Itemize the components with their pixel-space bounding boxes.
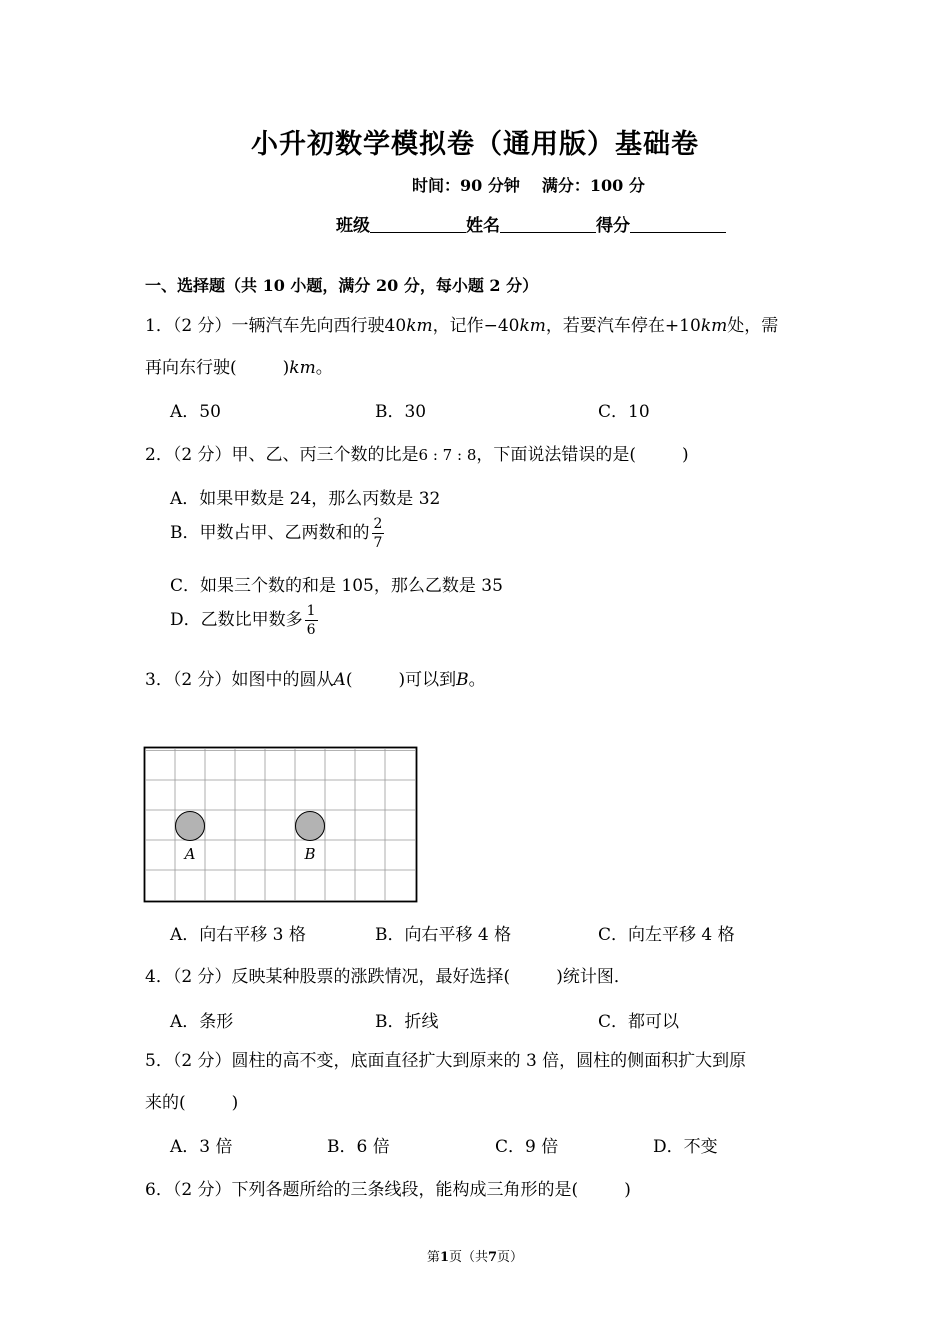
q1-text: 处，需 bbox=[727, 316, 779, 336]
q5-option-d[interactable]: D．不变 bbox=[653, 1137, 718, 1157]
q2-option-b[interactable] bbox=[170, 517, 384, 550]
grid-label-a: A bbox=[184, 845, 196, 863]
page-footer bbox=[0, 1246, 950, 1265]
q2-paren-close: ) bbox=[682, 445, 689, 465]
q1-option-b[interactable]: B．30 bbox=[375, 402, 427, 422]
q4-paren-close: ) bbox=[556, 967, 563, 987]
fraction-numerator: 1 bbox=[306, 603, 316, 619]
grade-label: 得分 bbox=[596, 216, 630, 236]
q3-paren-open: ( bbox=[345, 670, 353, 690]
q2-option-b-fraction bbox=[372, 517, 385, 550]
q5-paren-open: ( bbox=[179, 1093, 186, 1113]
q1-text: 再向东行驶 bbox=[145, 358, 230, 378]
q3-text: 可以到 bbox=[405, 670, 457, 690]
footer-text: 第 bbox=[426, 1250, 440, 1265]
q4-option-c[interactable]: C．都可以 bbox=[598, 1012, 680, 1032]
fraction-denominator: 7 bbox=[373, 535, 383, 551]
q1-line2 bbox=[145, 353, 333, 378]
section-heading: 一、选择题（共 10 小题，满分 20 分，每小题 2 分） bbox=[145, 276, 539, 295]
q3-option-b[interactable]: B．向右平移 4 格 bbox=[375, 925, 512, 945]
student-info bbox=[336, 211, 726, 236]
q3-option-c[interactable]: C．向左平移 4 格 bbox=[598, 925, 735, 945]
q3-grid-figure bbox=[143, 746, 419, 904]
q5-paren-close: ) bbox=[231, 1093, 239, 1113]
q5-line2 bbox=[145, 1088, 238, 1113]
fraction-numerator: 2 bbox=[373, 516, 383, 532]
q1-option-a[interactable]: A．50 bbox=[170, 402, 221, 422]
q3-stem bbox=[145, 665, 486, 690]
q1-unit: km bbox=[519, 316, 546, 336]
q1-text: 1．（2 分）一辆汽车先向西行驶 bbox=[145, 316, 385, 336]
q5-line1: 5．（2 分）圆柱的高不变，底面直径扩大到原来的 3 倍，圆柱的侧面积扩大到原 bbox=[145, 1051, 747, 1071]
q1-option-c[interactable]: C．10 bbox=[598, 402, 650, 422]
q3-point-a: A bbox=[333, 670, 346, 690]
q5-option-b[interactable]: B．6 倍 bbox=[327, 1137, 390, 1157]
class-label: 班级 bbox=[336, 216, 370, 236]
q5-option-c[interactable]: C．9 倍 bbox=[495, 1137, 559, 1157]
time-label: 时间：90 分钟 bbox=[412, 176, 520, 195]
q1-unit: km bbox=[289, 358, 316, 378]
q6-paren-open: ( bbox=[571, 1180, 579, 1200]
q1-paren-close: ) bbox=[282, 358, 290, 378]
footer-text: 页） bbox=[497, 1250, 524, 1265]
name-blank[interactable] bbox=[500, 214, 596, 233]
q3-text: 。 bbox=[468, 670, 486, 690]
q6-stem bbox=[145, 1175, 631, 1200]
q2-option-a[interactable]: A．如果甲数是 24，那么丙数是 32 bbox=[170, 489, 441, 509]
exam-meta bbox=[412, 173, 645, 196]
q4-paren-open: ( bbox=[503, 967, 511, 987]
page-total: 7 bbox=[488, 1250, 498, 1265]
q4-stem bbox=[145, 962, 631, 987]
q6-text: 6．（2 分）下列各题所给的三条线段，能构成三角形的是 bbox=[145, 1180, 572, 1200]
q2-text: 2．（2 分）甲、乙、丙三个数的比是 bbox=[145, 445, 419, 465]
q1-value: −40 bbox=[483, 316, 520, 336]
footer-text: 页（共 bbox=[448, 1250, 488, 1265]
page-number: 1 bbox=[439, 1250, 449, 1265]
q1-unit: km bbox=[406, 316, 433, 336]
q5-text: 来的 bbox=[145, 1093, 179, 1113]
q1-value: 40 bbox=[384, 316, 407, 336]
name-label: 姓名 bbox=[466, 216, 500, 236]
q3-point-b: B bbox=[456, 670, 469, 690]
q1-value: +10 bbox=[664, 316, 701, 336]
circle-b bbox=[296, 812, 325, 841]
q2-option-d[interactable] bbox=[170, 604, 318, 637]
grid-label-b: B bbox=[304, 845, 316, 863]
q3-paren-close: ) bbox=[398, 670, 406, 690]
q2-ratio: 6 : 7 : 8 bbox=[418, 446, 477, 464]
q1-text: ，若要汽车停在 bbox=[545, 316, 665, 336]
q5-option-a[interactable]: A．3 倍 bbox=[170, 1137, 233, 1157]
q1-text: ，记作 bbox=[432, 316, 484, 336]
q1-line1 bbox=[145, 311, 778, 336]
grade-blank[interactable] bbox=[630, 214, 726, 233]
q3-option-a[interactable]: A．向右平移 3 格 bbox=[170, 925, 306, 945]
q1-unit: km bbox=[700, 316, 728, 336]
q2-option-b-text: B．甲数占甲、乙两数和的 bbox=[170, 523, 370, 543]
q2-text: ，下面说法错误的是 bbox=[476, 445, 630, 465]
q1-text: 。 bbox=[315, 358, 333, 378]
q6-paren-close: ) bbox=[624, 1180, 631, 1200]
q4-option-a[interactable]: A．条形 bbox=[170, 1012, 234, 1032]
q2-option-c[interactable]: C．如果三个数的和是 105，那么乙数是 35 bbox=[170, 576, 503, 596]
circle-a bbox=[176, 812, 205, 841]
q4-text: 4．（2 分）反映某种股票的涨跌情况，最好选择 bbox=[145, 967, 504, 987]
exam-title: 小升初数学模拟卷（通用版）基础卷 bbox=[251, 129, 699, 160]
q4-option-b[interactable]: B．折线 bbox=[375, 1012, 439, 1032]
q2-paren-open: ( bbox=[629, 445, 636, 465]
fraction-denominator: 6 bbox=[306, 622, 316, 638]
q2-option-d-fraction bbox=[305, 604, 318, 637]
q2-option-d-text: D．乙数比甲数多 bbox=[170, 610, 303, 630]
q2-stem bbox=[145, 440, 689, 465]
class-blank[interactable] bbox=[370, 214, 466, 233]
q3-text: 3．（2 分）如图中的圆从 bbox=[145, 670, 334, 690]
q1-paren-open: ( bbox=[230, 358, 237, 378]
score-label: 满分：100 分 bbox=[541, 176, 645, 195]
q4-text: 统计图． bbox=[562, 967, 631, 987]
